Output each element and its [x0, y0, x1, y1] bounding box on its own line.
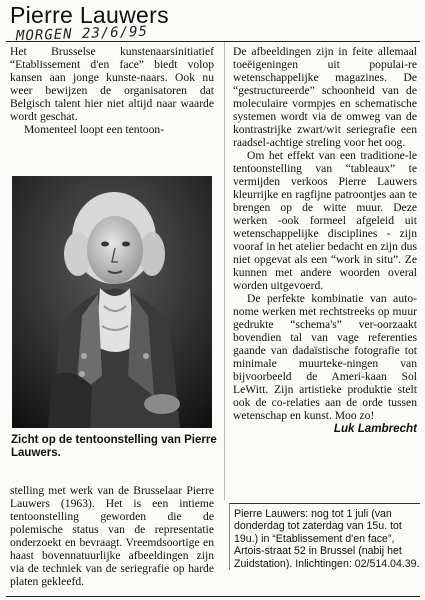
exhibition-photo [12, 176, 212, 428]
right-paragraph-3: De perfekte kombinatie van auto-nome werken met rechtstreeks op muur gedrukte “schema's” ver-oorzaakt bovendien tal van vage referenties gaande van dadaïstische fotografie tot minimale muurteke-ningen van bijvoorbeeld de Ameri-kaan Sol LeWitt. Zijn artistieke produktie stelt ook de co-relaties aan de orde tussen wetenschap en kunst. Moo zo! [233, 292, 417, 422]
right-column [233, 45, 417, 435]
top-rule [6, 41, 420, 42]
bottom-rule [6, 596, 420, 597]
intro-continuation: Momenteel loopt een tentoon- [24, 123, 165, 136]
author-byline: Luk Lambrecht [333, 422, 417, 435]
intro-paragraph: Het Brusselse kunstenaarsinitiatief “Etablissement d'en face” biedt volop kansen aan jonge kunste-naars. Ook nu weer bewijzen de organisatoren dat Belgisch talent hier niet altijd naar waarde wordt geschat. [10, 45, 214, 123]
left-column-top [10, 45, 214, 136]
left-column-bottom [10, 484, 214, 588]
column-divider [224, 42, 225, 500]
portrait-photo-image [12, 176, 212, 428]
handwritten-date-note: MORGEN 23/6/95 [15, 23, 149, 45]
right-paragraph-1: De afbeeldingen zijn in feite allemaal toeëigeningen uit populai-re wetenschappelijke magazines. De “gestructureerde” schoonheid van de moleculaire vormpjes en schematische systemen wordt via de omweg van de kontrastrijke zwart/wit seriegrafie een raadsel-achtige streling voor het oog. [233, 45, 417, 149]
exhibition-paragraph: stelling met werk van de Brusselaar Pierre Lauwers (1963). Het is een intieme tentoonstelling geworden die de polemische status van de representatie onderzoekt en bevraagt. Vreemdsoortige en haast bovennatuurlijke afbeeldingen zijn via de techniek van de seriegrafie op harde platen gekleefd. [10, 484, 214, 588]
article-headline: Pierre Lauwers [10, 2, 169, 28]
photo-caption: Zicht op de tentoonstelling van Pierre Lauwers. [11, 434, 217, 459]
exhibition-info-box: Pierre Lauwers: nog tot 1 juli (van donderdag tot zaterdag van 15u. tot 19u.) in “Etablissement d'en face”, Artois-straat 52 in Brussel (nabij het Zuidstation). Inlichtingen: 02/514.04.39. [229, 503, 420, 570]
right-paragraph-2: Om het effekt van een traditione-le tentoonstelling van “tableaux” te vermijden verkoos Pierre Lauwers kleurrijke en ragfijne patroontjes aan te brengen op de witte muur. Deze werken -ook formeel afgeleid uit wetenschappelijke disciplines - zijn vooraf in het atelier bedacht en zijn dus niet opgevat als een “work in situ”. Ze kunnen met andere woorden overal worden uitgevoerd. [233, 149, 417, 292]
